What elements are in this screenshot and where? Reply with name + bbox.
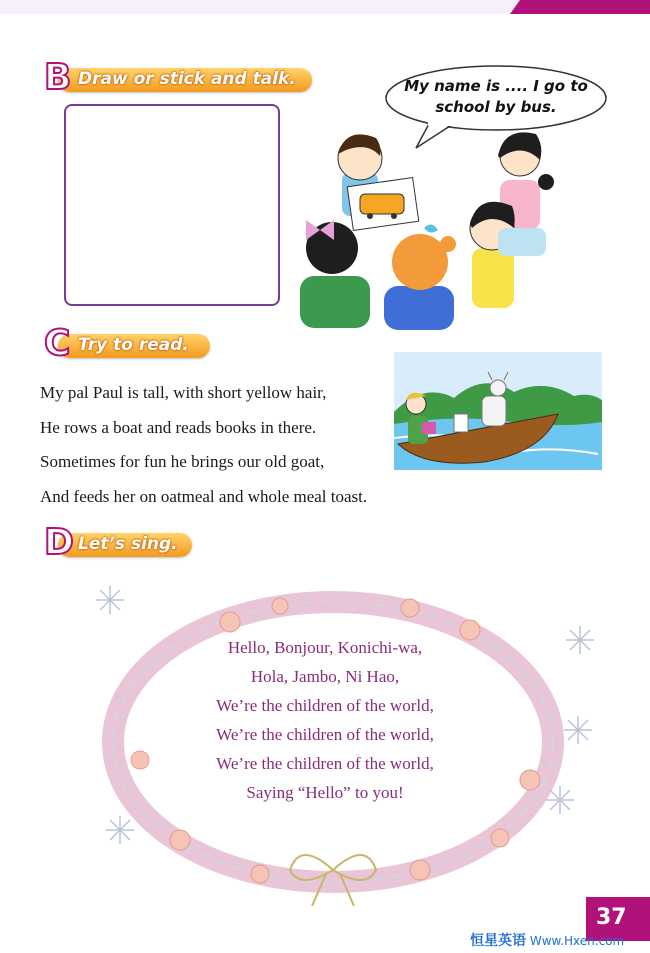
song-line: We’re the children of the world, (216, 725, 434, 744)
boy-with-bus-picture-icon (338, 134, 419, 230)
section-d-title: Let’s sing. (78, 534, 178, 554)
speech-bubble-line-2: school by bus. (435, 98, 557, 116)
watermark-url: Www.Hxen.com (529, 934, 625, 948)
section-d-header (44, 522, 194, 563)
section-d-letter: D (44, 522, 74, 563)
section-c-letter: C (44, 323, 71, 364)
song-lyrics (180, 633, 470, 807)
speech-bubble-text (396, 76, 596, 118)
girl-with-orange-hair-icon (384, 224, 456, 330)
page-number: 37 (596, 905, 627, 930)
watermark (470, 930, 624, 950)
section-c-header (44, 323, 214, 364)
poem-line: Sometimes for fun he brings our old goat, (40, 452, 325, 471)
watermark-cn: 恒星英语 (470, 933, 526, 949)
girl-with-bow-icon (300, 220, 370, 328)
drawing-box[interactable] (64, 104, 280, 306)
boat-picture (394, 352, 602, 470)
song-line: Saying “Hello” to you! (246, 783, 404, 802)
poem (40, 376, 367, 514)
poem-line: And feeds her on oatmeal and whole meal toast. (40, 486, 368, 506)
section-b-title: Draw or stick and talk. (78, 69, 296, 89)
song-line: We’re the children of the world, (216, 696, 434, 715)
poem-line: My pal Paul is tall, with short yellow hair, (40, 383, 327, 402)
children-illustration (286, 116, 556, 338)
speech-bubble-line-1: My name is .... I go to (404, 77, 588, 95)
song-line: Hello, Bonjour, Konichi-wa, (227, 638, 423, 657)
section-b-header (44, 57, 314, 98)
section-b-letter: B (44, 57, 72, 98)
section-c-title: Try to read. (78, 335, 189, 355)
poem-line: He rows a boat and reads books in there. (40, 417, 317, 437)
top-banner-stripe (0, 0, 650, 14)
song-line: Hola, Jambo, Ni Hao, (250, 667, 400, 686)
song-line: We’re the children of the world, (216, 754, 434, 773)
